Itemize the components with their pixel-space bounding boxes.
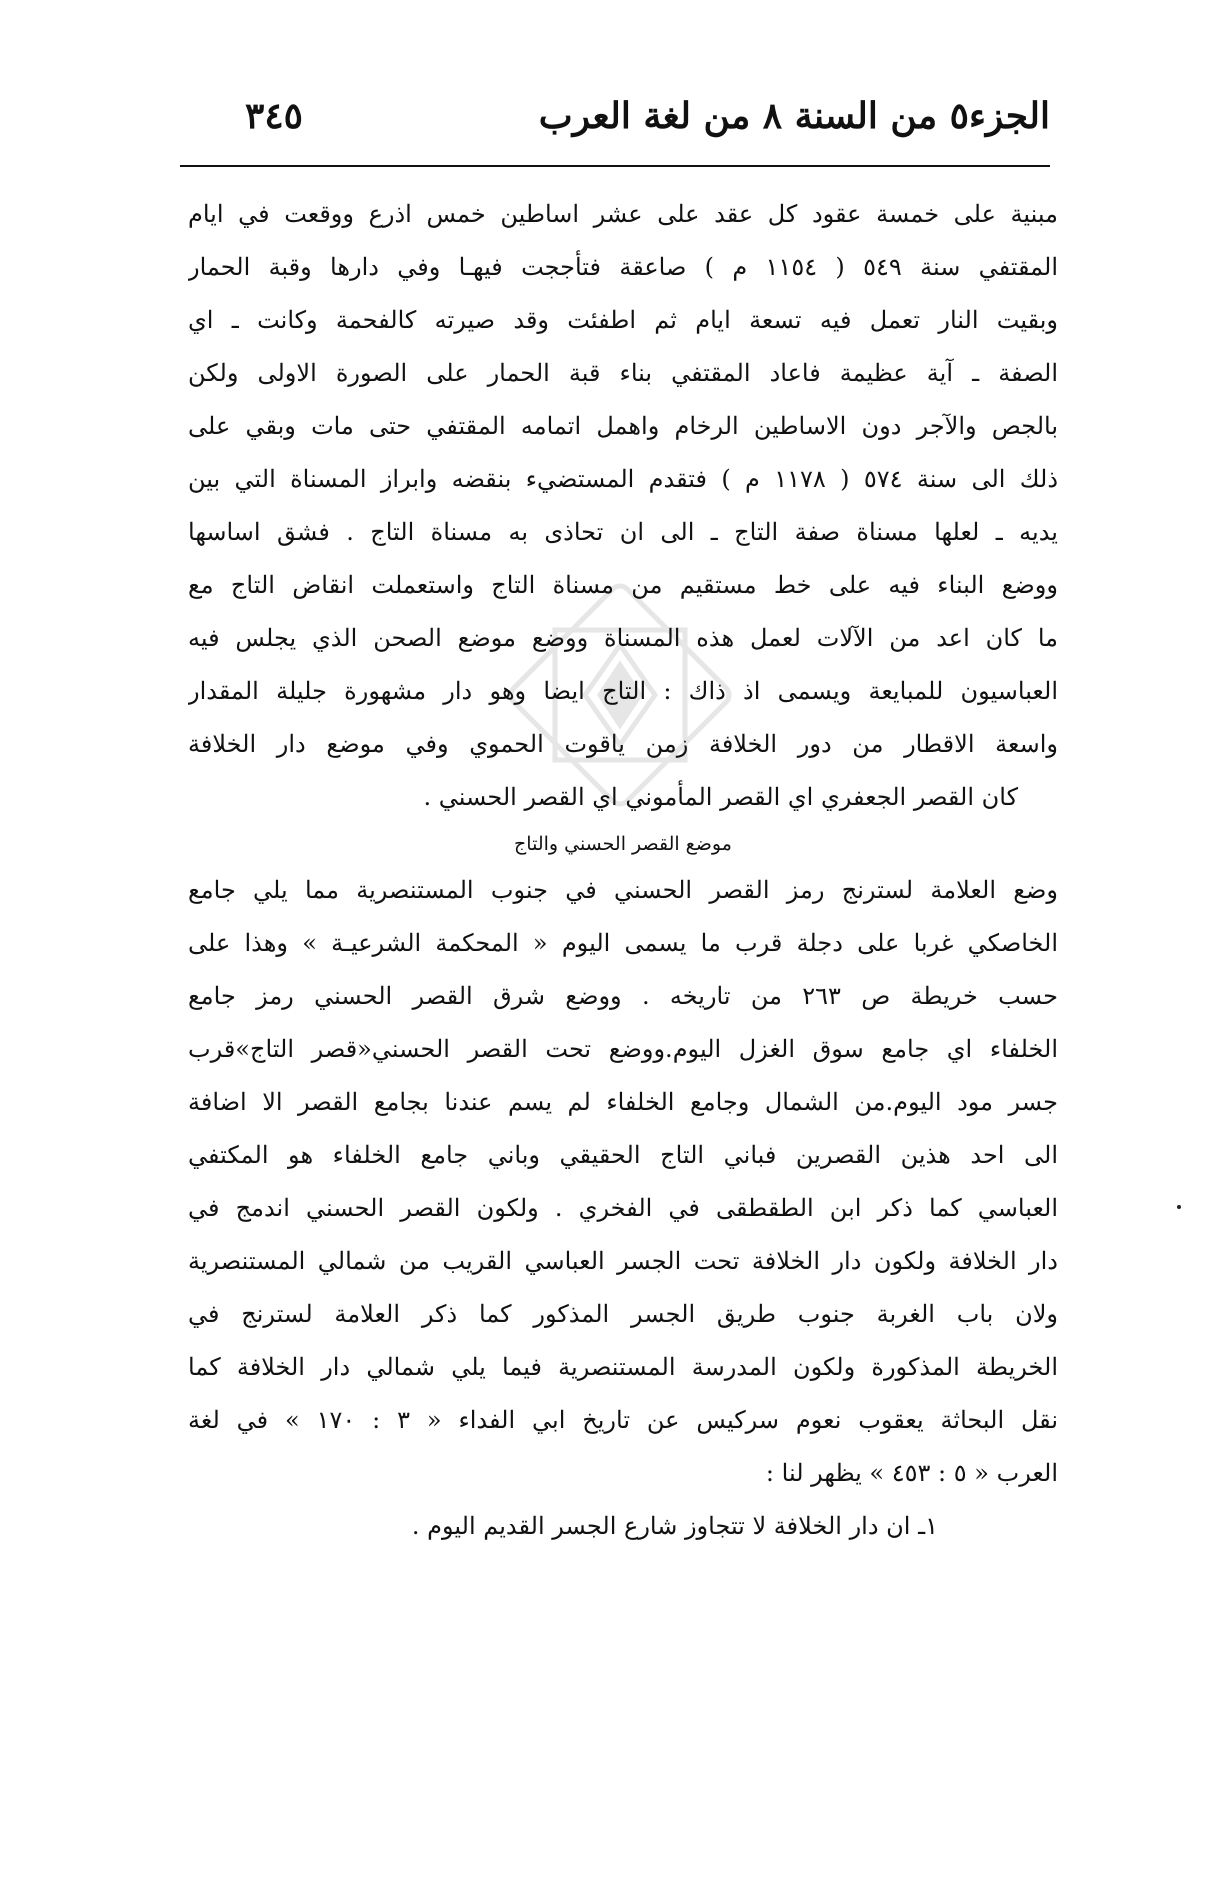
article-body [188, 188, 1058, 1553]
page-number: ٣٤٥ [245, 95, 304, 137]
text-line: حسب خريطة ص ٢٦٣ من تاريخه . ووضع شرق القصر الحسني رمز جامع [188, 982, 1058, 1010]
text-line: وضع العلامة لسترنج رمز القصر الحسني في جنوب المستنصرية مما يلي جامع [188, 876, 1058, 904]
text-line: الخريطة المذكورة ولكون المدرسة المستنصرية فيما يلي شمالي دار الخلافة كما [188, 1353, 1058, 1381]
text-line: وبقيت النار تعمل فيه تسعة ايام ثم اطفئت وقد صيرته كالفحمة وكانت ـ اي [188, 306, 1058, 334]
text-line: الصفة ـ آية عظيمة فاعاد المقتفي بناء قبة الحمار على الصورة الاولى ولكن [188, 359, 1058, 387]
text-line: الخلفاء اي جامع سوق الغزل اليوم.ووضع تحت القصر الحسني«قصر التاج»قرب [188, 1035, 1058, 1063]
text-line: ولان باب الغربة جنوب طريق الجسر المذكور كما ذكر العلامة لسترنج في [188, 1300, 1058, 1328]
list-item: ١ـ ان دار الخلافة لا تتجاوز شارع الجسر القديم اليوم . [411, 1512, 938, 1540]
text-line: الى احد هذين القصرين فباني التاج الحقيقي وباني جامع الخلفاء هو المكتفي [188, 1141, 1058, 1169]
text-line: ذلك الى سنة ٥٧٤ ( ١١٧٨ م ) فتقدم المستضيء بنقضه وابراز المسناة التي بين [188, 465, 1058, 493]
paragraph-2 [188, 864, 1058, 1500]
text-line: دار الخلافة ولكون دار الخلافة تحت الجسر العباسي القريب من شمالي المستنصرية [188, 1247, 1058, 1275]
header-rule [180, 165, 1050, 167]
text-line: العباسي كما ذكر ابن الطقطقى في الفخري . ولكون القصر الحسني اندمج في [188, 1194, 1058, 1222]
running-header [190, 95, 1050, 155]
text-line: العرب « ٥ : ٤٥٣ » يظهر لنا : [765, 1459, 1058, 1487]
header-title: الجزء٥ من السنة ٨ من لغة العرب [538, 95, 1050, 137]
text-line: واسعة الاقطار من دور الخلافة زمن ياقوت الحموي وفي موضع دار الخلافة [188, 730, 1058, 758]
text-line: بالجص والآجر دون الاساطين الرخام واهمل اتمامه المقتفي حتى مات وبقي على [188, 412, 1058, 440]
text-line: مبنية على خمسة عقود كل عقد على عشر اساطين خمس اذرع ووقعت في ايام [188, 200, 1058, 228]
text-line: المقتفي سنة ٥٤٩ ( ١١٥٤ م ) صاعقة فتأججت فيهـا وفي دارها وقبة الحمار [188, 253, 1058, 281]
text-line: الخاصكي غربا على دجلة قرب ما يسمى اليوم « المحكمة الشرعيـة » وهذا على [188, 929, 1058, 957]
text-line: كان القصر الجعفري اي القصر المأموني اي القصر الحسني . [423, 783, 1018, 811]
text-line: نقل البحاثة يعقوب نعوم سركيس عن تاريخ ابي الفداء « ٣ : ١٧٠ » في لغة [188, 1406, 1058, 1434]
paragraph-1 [188, 188, 1058, 824]
text-line: ما كان اعد من الآلات لعمل هذه المسناة ووضع موضع الصحن الذي يجلس فيه [188, 624, 1058, 652]
text-line: العباسيون للمبايعة ويسمى اذ ذاك : التاج ايضا وهو دار مشهورة جليلة المقدار [188, 677, 1058, 705]
text-line: جسر مود اليوم.من الشمال وجامع الخلفاء لم يسم عندنا بجامع القصر الا اضافة [188, 1088, 1058, 1116]
margin-mark [1177, 1205, 1181, 1209]
text-line: ووضع البناء فيه على خط مستقيم من مسناة التاج واستعملت انقاض التاج مع [188, 571, 1058, 599]
section-subheading: موضع القصر الحسني والتاج [514, 833, 732, 855]
text-line: يديه ـ لعلها مسناة صفة التاج ـ الى ان تحاذى به مسناة التاج . فشق اساسها [188, 518, 1058, 546]
